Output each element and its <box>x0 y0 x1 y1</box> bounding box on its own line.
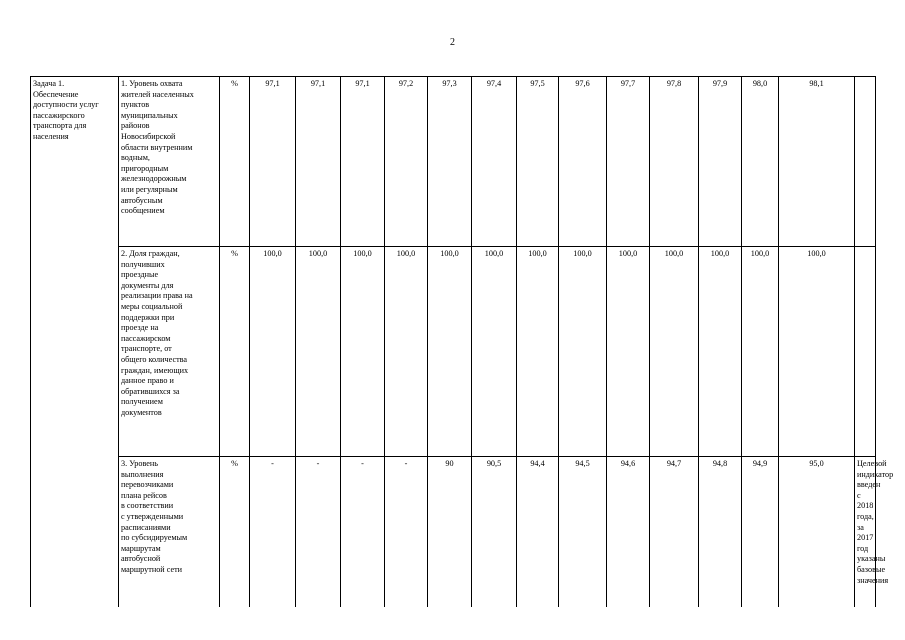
unit-cell: % <box>220 77 250 247</box>
value-cell: 100,0 <box>296 247 341 457</box>
value-cell: 94,8 <box>699 457 742 607</box>
value-cell: 97,1 <box>341 77 385 247</box>
page-number: 2 <box>450 37 455 48</box>
value-cell: 94,9 <box>742 457 779 607</box>
value-cell: 97,9 <box>699 77 742 247</box>
value-cell: 94,5 <box>559 457 607 607</box>
value-cell: 94,7 <box>650 457 699 607</box>
value-cell: 100,0 <box>607 247 650 457</box>
value-cell: 94,4 <box>517 457 559 607</box>
value-cell: 97,8 <box>650 77 699 247</box>
value-cell: 97,5 <box>517 77 559 247</box>
value-cell: 98,1 <box>779 77 855 247</box>
indicator-cell: 3. Уровень выполнения перевозчиками плана рейсов в соответствии с утвержденными расписаниями по субсидируемым маршрутам автобусной маршрутной сети <box>119 457 220 607</box>
value-cell: 100,0 <box>650 247 699 457</box>
value-cell: 97,1 <box>250 77 296 247</box>
value-cell: 97,4 <box>472 77 517 247</box>
value-cell: 100,0 <box>742 247 779 457</box>
unit-cell: % <box>220 247 250 457</box>
unit-cell: % <box>220 457 250 607</box>
value-cell: 97,1 <box>296 77 341 247</box>
indicators-table <box>30 76 894 607</box>
value-cell: 97,3 <box>428 77 472 247</box>
value-cell: 98,0 <box>742 77 779 247</box>
value-cell: 97,6 <box>559 77 607 247</box>
value-cell: - <box>341 457 385 607</box>
value-cell: 100,0 <box>517 247 559 457</box>
value-cell: 90 <box>428 457 472 607</box>
indicator-cell: 1. Уровень охвата жителей населенных пунктов муниципальных районов Новосибирской области внутренним водным, пригородным железнодорожным или регулярным автобусным сообщением <box>119 77 220 247</box>
value-cell: - <box>296 457 341 607</box>
value-cell: 100,0 <box>428 247 472 457</box>
value-cell: 100,0 <box>385 247 428 457</box>
value-cell: - <box>250 457 296 607</box>
value-cell: 97,2 <box>385 77 428 247</box>
value-cell: - <box>385 457 428 607</box>
note-cell: Целевой индикатор введен с 2018 года, за 2017 год указаны базовые значения <box>855 457 876 607</box>
note-cell <box>855 247 876 457</box>
value-cell: 100,0 <box>341 247 385 457</box>
note-cell <box>855 77 876 247</box>
value-cell: 100,0 <box>699 247 742 457</box>
table-row <box>31 247 876 457</box>
value-cell: 97,7 <box>607 77 650 247</box>
value-cell: 94,6 <box>607 457 650 607</box>
value-cell: 100,0 <box>250 247 296 457</box>
indicator-cell: 2. Доля граждан, получивших проездные документы для реализации права на меры социальной поддержки при проезде на пассажирском транспорте, от общего количества граждан, имеющих данное право и обратившихся за получением документов <box>119 247 220 457</box>
value-cell: 100,0 <box>472 247 517 457</box>
value-cell: 90,5 <box>472 457 517 607</box>
value-cell: 95,0 <box>779 457 855 607</box>
table-row <box>31 457 876 607</box>
table-row <box>31 77 876 247</box>
value-cell: 100,0 <box>559 247 607 457</box>
task-cell: Задача 1. Обеспечение доступности услуг пассажирского транспорта для населения <box>31 77 119 607</box>
value-cell: 100,0 <box>779 247 855 457</box>
